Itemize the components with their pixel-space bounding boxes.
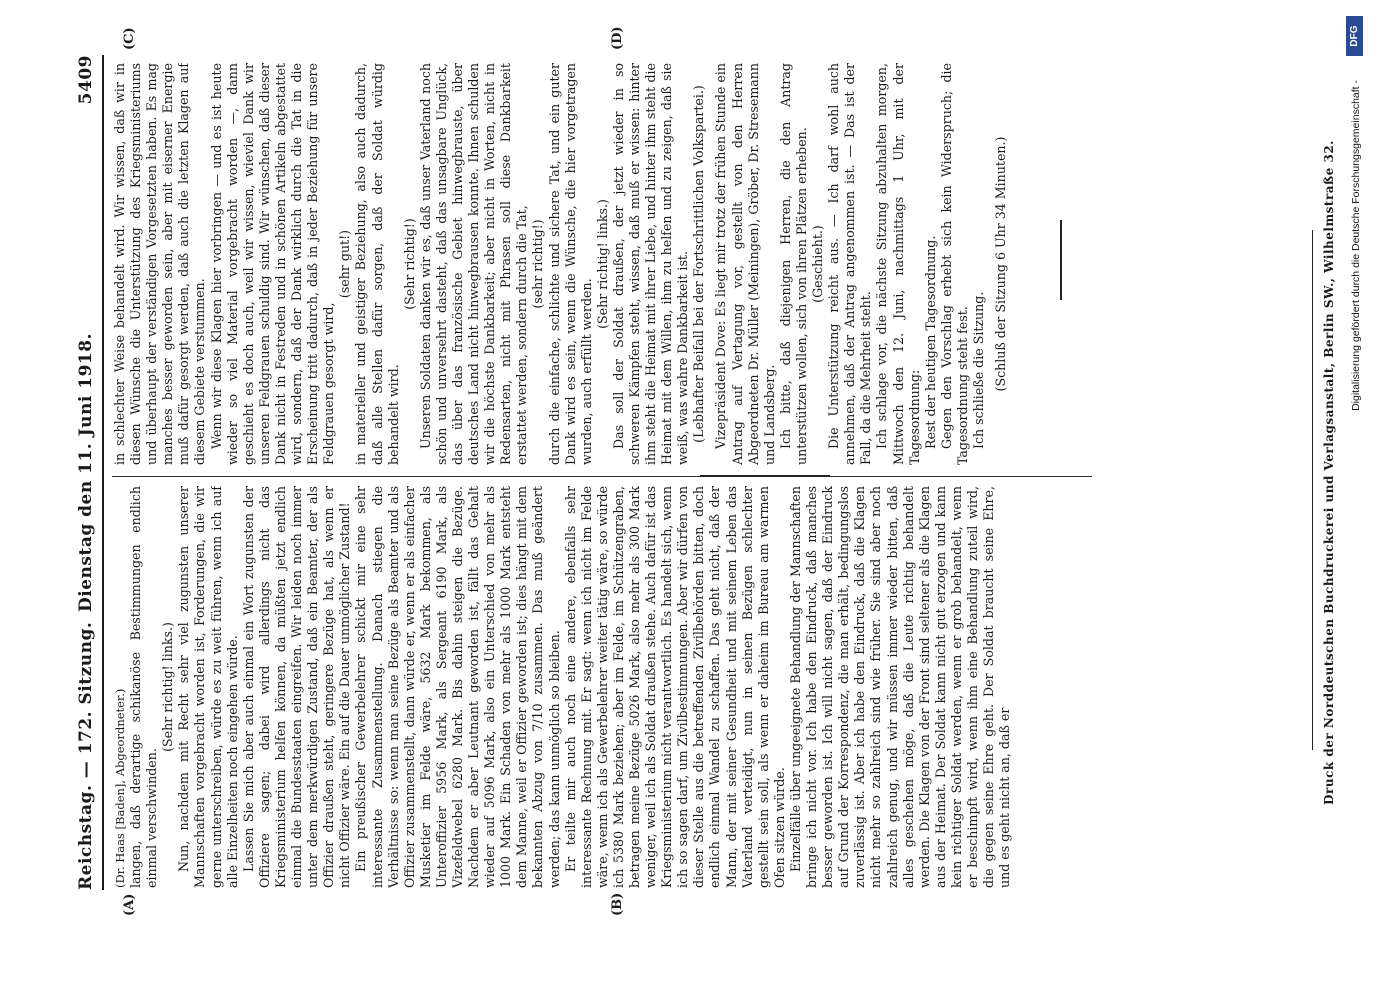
margin-mark-a: (A) bbox=[122, 893, 137, 916]
interjection: (Geschieht.) bbox=[810, 225, 826, 303]
dfg-logo: DFG bbox=[1346, 16, 1363, 56]
column-divider bbox=[112, 476, 1092, 477]
paragraph: Unseren Soldaten danken wir es, daß unser Vaterland noch schön und unversehrt dasteht, daß das unsagbare Unglück, das über das französische Gebiet hinwegbrauste, über deutsches Land nicht hinwegbrausen konnte. Ihnen schulden wir die höchste Dankbarkeit; aber nicht in Worten, nicht in Redensarten, nicht mit Phrasen soll diese Dankbarkeit erstattet werden, sondern durch die Tat, bbox=[417, 63, 530, 465]
margin-mark-c: (C) bbox=[122, 27, 137, 50]
printer-footer: Druck der Norddeutschen Buchdruckerei und Verlagsanstalt, Berlin SW., Wilhelmstraße 32. bbox=[1322, 140, 1336, 805]
session-end-note: (Schluß der Sitzung 6 Uhr 34 Minuten.) bbox=[993, 136, 1009, 392]
paragraph: Gegen den Vorschlag erhebt sich kein Widerspruch; die Tagesordnung steht fest. bbox=[938, 63, 970, 465]
page-header bbox=[72, 55, 104, 890]
header-left: Reichstag. — 172. Sitzung. bbox=[76, 621, 96, 890]
paragraph: Rest der heutigen Tagesordnung. bbox=[922, 235, 938, 449]
interjection: (Sehr richtig!) bbox=[401, 218, 417, 310]
right-column bbox=[112, 63, 1092, 465]
paragraph: Ich schließe die Sitzung. bbox=[970, 291, 986, 449]
speaker-attribution: (Dr. Haas [Baden], Abgeordneter.) bbox=[113, 688, 127, 888]
paragraph: Einzelfälle über ungeeignete Behandlung der Mannschaften bringe ich nicht vor. Ich habe den Eindruck, daß manches besser geworden ist. Ich will nicht sagen, daß der Eindruck auf Grund der Korrespondenz, die man erhält, bedingungslos zuverlässig ist. Aber ich habe den Eindruck, daß die Klagen nicht mehr so zahlreich sind wie früher. Sie sind aber noch zahlreich genug, und wir müssen immer wieder bitten, daß alles geschehen möge, daß die Leute richtig behandelt werden. Die Klagen von der Front sind seltener als die Klagen aus der Heimat. Der Soldat kann nicht gut erzogen und kann kein richtiger Soldat werden, wenn er grob behandelt, wenn er beschimpft wird, wenn ihm eine Behandlung zuteil wird, die gegen seine Ehre geht. Der Soldat braucht seine Ehre, und es geht nicht an, daß er bbox=[787, 486, 1013, 888]
paragraph: Nun, nachdem mit Recht sehr viel zugunsten unserer Mannschaften vorgebracht worden ist, Forderungen, die wir gerne unterschreiben, würde es zu weit führen, wenn ich auf alle Einzelheiten noch eingehen würde. bbox=[176, 486, 240, 888]
closing-rule bbox=[700, 475, 830, 477]
paragraph: durch die einfache, schlichte und sichere Tat, und ein guter Dank wird es sein, wenn die Wünsche, die hier vorgetragen wurden, auch erfüllt werden. bbox=[546, 63, 594, 465]
interjection: (Sehr richtig! links.) bbox=[594, 199, 610, 329]
paragraph: Ein preußischer Gewerbelehrer schickt mir eine sehr interessante Zusammenstellung. Danach stiegen die Verhältnisse so: wenn man seine Bezüge als Beamter und als Offizier zusammenstellt, dann würde er, wenn er als einfacher Musketier im Felde wäre, 5632 Mark bekommen, als Unteroffizier 5956 Mark, als Sergeant 6190 Mark, als Vizefeldwebel 6280 Mark. Bis dahin steigen die Bezüge. Nachdem er aber Leutnant geworden ist, fällt das Gehalt wieder auf 5096 Mark, also ein Unterschied von mehr als 1000 Mark. Ein Schaden von mehr als 1000 Mark entsteht dem Manne, weil er Offizier geworden ist; dies hängt mit dem bekannten Abzug von 7/10 zusammen. Das muß geändert werden; das kann unmöglich so bleiben. bbox=[353, 486, 562, 888]
paragraph: langen, daß derartige schikanöse Bestimmungen endlich einmal verschwinden. bbox=[128, 486, 160, 888]
interjection: (sehr gut!) bbox=[337, 229, 353, 299]
paragraph: in schlechter Weise behandelt wird. Wir wissen, daß wir in diesen Wünsche die Unterstützung des Kriegsministeriums und überhaupt der verständigen Vorgesetzten haben. Es mag manches besser geworden sein, aber mit eiserner Energie muß dafür gesorgt werden, daß auch die letzten Klagen auf diesem Gebiete verstummen. bbox=[112, 63, 208, 465]
footer-rule bbox=[1312, 230, 1313, 750]
interjection: (Sehr richtig! links.) bbox=[160, 622, 176, 752]
interjection: (Lebhafter Beifall bei der Fortschrittlichen Volkspartei.) bbox=[691, 85, 707, 443]
header-date: Dienstag den 11. Juni 1918. bbox=[76, 333, 96, 612]
paragraph: Ich schlage vor, die nächste Sitzung abzuhalten morgen, Mittwoch den 12. Juni, nachmittags 1 Uhr, mit der Tagesordnung: bbox=[874, 63, 922, 465]
header-rule bbox=[102, 55, 104, 890]
digitization-credit: Digitalisierung gefördert durch die Deutsche Forschungsgemeinschaft - bbox=[1350, 80, 1362, 411]
paragraph: Wenn wir diese Klagen hier vorbringen — und es ist heute wieder so viel Material vorgebracht worden —, dann geschieht es doch auch, weil wir wissen, wieviel Dank wir unseren Feldgrauen schuldig sind. Wir wünschen, daß dieser Dank nicht in Festreden und in schönen Artikeln abgestattet wird, sondern, daß der Dank wirklich durch die Tat in die Erscheinung tritt dadurch, daß in jeder Beziehung für unsere Feldgrauen gesorgt wird, bbox=[208, 63, 337, 465]
closing-short-rule bbox=[1060, 220, 1062, 300]
margin-mark-b: (B) bbox=[610, 892, 625, 916]
left-column bbox=[112, 486, 1092, 888]
paragraph: Ich bitte, daß diejenigen Herren, die den Antrag unterstützen wollen, sich von ihren Plätzen erheben. bbox=[777, 63, 809, 465]
paragraph: Lassen Sie mich aber auch einmal ein Wort zugunsten der Offiziere sagen; dabei wird allerdings nicht das Kriegsministerium helfen können, da müßten jetzt endlich einmal die Bundesstaaten eingreifen. Wir leiden noch immer unter dem merkwürdigen Zustand, daß ein Beamter, der als Offizier draußen steht, geringere Bezüge hat, als wenn er nicht Offizier wäre. Ein auf die Dauer unmöglicher Zustand! bbox=[240, 486, 353, 888]
paragraph: Er teilte mir auch noch eine andere, ebenfalls sehr interessante Rechnung mit. Er sagt: wenn ich nicht im Felde wäre, wenn ich als Gewerbelehrer weiter tätig wäre, so würde ich 5380 Mark beziehen; aber im Felde, im Schützengraben, betragen meine Bezüge 5026 Mark, also mehr als 300 Mark weniger, weil ich als Soldat draußen stehe. Auch dafür ist das Kriegsministerium nicht verantwortlich. Es handelt sich, wenn ich so sagen darf, um Zivilbestimmungen. Aber wir dürfen von dieser Stelle aus die betreffenden Zivilbehörden bitten, doch endlich einmal Wandel zu schaffen. Das geht nicht, daß der Mann, der mit seiner Gesundheit und mit seinem Leben das Vaterland verteidigt, nun in seinen Bezügen schlechter gestellt sein soll, als wenn er daheim im Bureau am warmen Ofen sitzen würde. bbox=[562, 486, 787, 888]
paragraph: Die Unterstützung reicht aus. — Ich darf wohl auch annehmen, daß der Antrag angenommen ist. — Das ist der Fall, da die Mehrheit steht. bbox=[826, 63, 874, 465]
margin-mark-d: (D) bbox=[610, 26, 625, 50]
paragraph: Das soll der Soldat draußen, der jetzt wieder in so schweren Kämpfen steht, wissen, daß muß er wissen: hinter ihm steht die Heimat mit ihrer Liebe, und hinter ihm steht die Heimat mit dem Willen, ihm zu helfen und zu zeigen, daß sie weiß, was wahre Dankbarkeit ist. bbox=[610, 63, 691, 465]
interjection: (sehr richtig!) bbox=[530, 219, 546, 309]
paragraph: in materieller und geistiger Beziehung, also auch dadurch, daß alle Stellen dafür sorgen, daß der Soldat würdig behandelt wird. bbox=[353, 63, 401, 465]
page-number: 5409 bbox=[76, 55, 96, 105]
paragraph: Vizepräsident Dove: Es liegt mir trotz der frühen Stunde ein Antrag auf Vertagung vor, gestellt von den Herren Abgeordneten Dr. Müller (Meiningen), Gröber, Dr. Stresemann und Landsberg. bbox=[713, 63, 777, 465]
